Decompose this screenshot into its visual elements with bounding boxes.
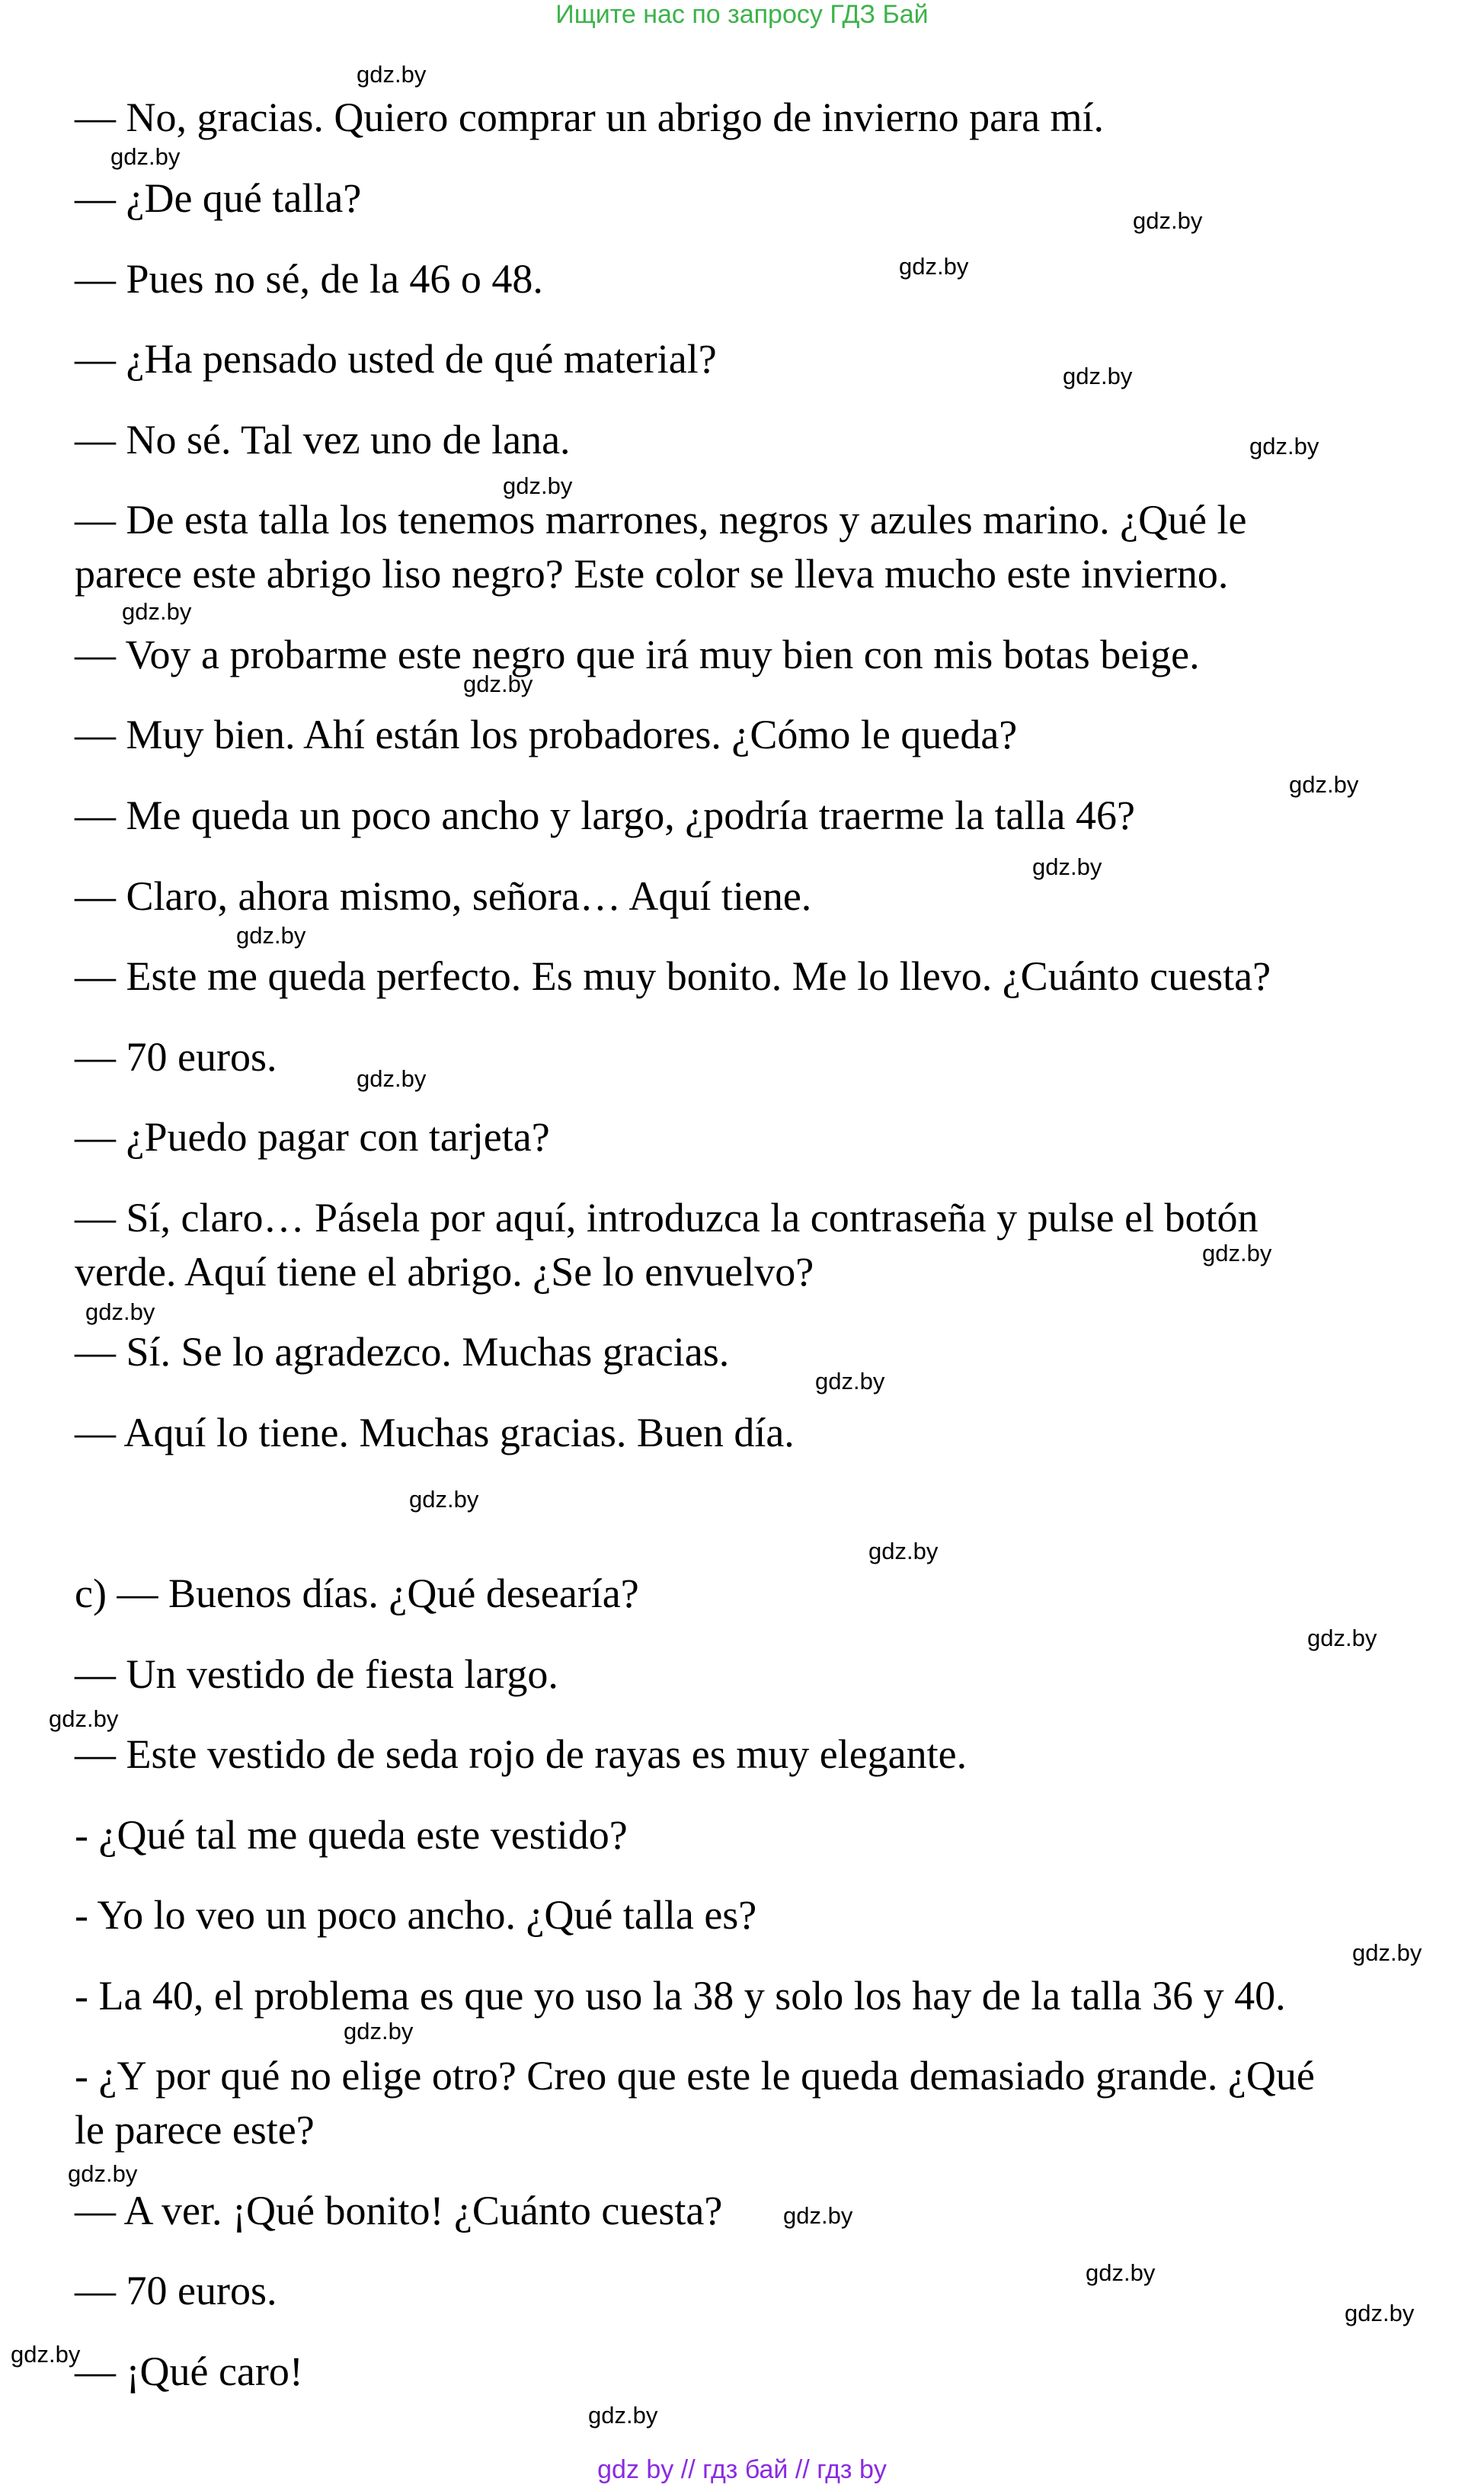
dialogue-line: verde. Aquí tiene el abrigo. ¿Se lo envuelvo? <box>75 1249 814 1295</box>
watermark: gdz.by <box>11 2341 81 2368</box>
watermark: gdz.by <box>110 143 181 170</box>
watermark: gdz.by <box>409 1486 479 1513</box>
watermark: gdz.by <box>1032 853 1102 880</box>
dialogue-line: - ¿Y por qué no elige otro? Creo que este le queda demasiado grande. ¿Qué <box>75 2053 1315 2099</box>
watermark: gdz.by <box>1345 2300 1415 2326</box>
watermark: gdz.by <box>85 1298 155 1325</box>
dialogue-line: — Pues no sé, de la 46 o 48. <box>75 256 543 302</box>
dialogue-line: — Este me queda perfecto. Es muy bonito. Me lo llevo. ¿Cuánto cuesta? <box>75 953 1271 999</box>
watermark: gdz.by <box>357 61 427 88</box>
watermark: gdz.by <box>899 253 969 280</box>
watermark: gdz.by <box>1086 2259 1156 2286</box>
page-header: Ищите нас по запросу ГДЗ Бай <box>555 0 929 29</box>
watermark: gdz.by <box>1202 1240 1272 1266</box>
watermark: gdz.by <box>1307 1625 1377 1651</box>
watermark: gdz.by <box>68 2160 138 2187</box>
dialogue-line: le parece este? <box>75 2107 315 2153</box>
watermark: gdz.by <box>588 2402 658 2429</box>
dialogue-line: — A ver. ¡Qué bonito! ¿Cuánto cuesta? <box>75 2188 723 2233</box>
dialogue-line: - La 40, el problema es que yo uso la 38 y solo los hay de la talla 36 y 40. <box>75 1973 1286 2019</box>
dialogue-line: - ¿Qué tal me queda este vestido? <box>75 1812 628 1858</box>
dialogue-line: — Sí. Se lo agradezco. Muchas gracias. <box>75 1329 730 1375</box>
dialogue-line: — No sé. Tal vez uno de lana. <box>75 417 571 463</box>
dialogue-line: — ¡Qué caro! <box>75 2349 303 2394</box>
dialogue-line: — Claro, ahora mismo, señora… Aquí tiene. <box>75 873 812 919</box>
dialogue-line: — 70 euros. <box>75 2268 277 2313</box>
watermark: gdz.by <box>1133 207 1203 234</box>
watermark: gdz.by <box>344 2018 414 2044</box>
watermark: gdz.by <box>783 2202 853 2229</box>
dialogue-line: — Sí, claro… Pásela por aquí, introduzca la contraseña y pulse el botón <box>75 1195 1259 1241</box>
watermark: gdz.by <box>1249 433 1319 459</box>
dialogue-line: — No, gracias. Quiero comprar un abrigo de invierno para mí. <box>75 94 1105 140</box>
dialogue-line: — ¿De qué talla? <box>75 175 362 221</box>
watermark: gdz.by <box>1063 363 1133 389</box>
dialogue-line: - Yo lo veo un poco ancho. ¿Qué talla es? <box>75 1892 757 1938</box>
watermark: gdz.by <box>357 1065 427 1092</box>
dialogue-line: — Un vestido de fiesta largo. <box>75 1651 558 1697</box>
watermark: gdz.by <box>868 1538 939 1564</box>
dialogue-line: c) — Buenos días. ¿Qué desearía? <box>75 1570 639 1616</box>
dialogue-line: parece este abrigo liso negro? Este color se lleva mucho este invierno. <box>75 551 1229 597</box>
watermark: gdz.by <box>122 598 192 625</box>
watermark: gdz.by <box>49 1705 119 1732</box>
dialogue-line: — Me queda un poco ancho y largo, ¿podría traerme la talla 46? <box>75 792 1135 838</box>
dialogue-line: — 70 euros. <box>75 1034 277 1080</box>
watermark: gdz.by <box>815 1368 885 1394</box>
watermark: gdz.by <box>503 472 573 499</box>
dialogue-line: — ¿Puedo pagar con tarjeta? <box>75 1114 550 1160</box>
watermark: gdz.by <box>1352 1939 1422 1966</box>
watermark: gdz.by <box>236 922 306 949</box>
page-footer: gdz by // гдз бай // гдз by <box>597 2455 887 2484</box>
dialogue-line: — Muy bien. Ahí están los probadores. ¿Cómo le queda? <box>75 712 1018 757</box>
dialogue-line: — ¿Ha pensado usted de qué material? <box>75 336 717 382</box>
dialogue-line: — Aquí lo tiene. Muchas gracias. Buen día. <box>75 1410 795 1455</box>
dialogue-line: — Voy a probarme este negro que irá muy bien con mis botas beige. <box>75 632 1200 677</box>
watermark: gdz.by <box>1289 771 1359 798</box>
dialogue-line: — Este vestido de seda rojo de rayas es muy elegante. <box>75 1731 967 1777</box>
watermark: gdz.by <box>463 671 533 697</box>
dialogue-line: — De esta talla los tenemos marrones, negros y azules marino. ¿Qué le <box>75 497 1247 543</box>
